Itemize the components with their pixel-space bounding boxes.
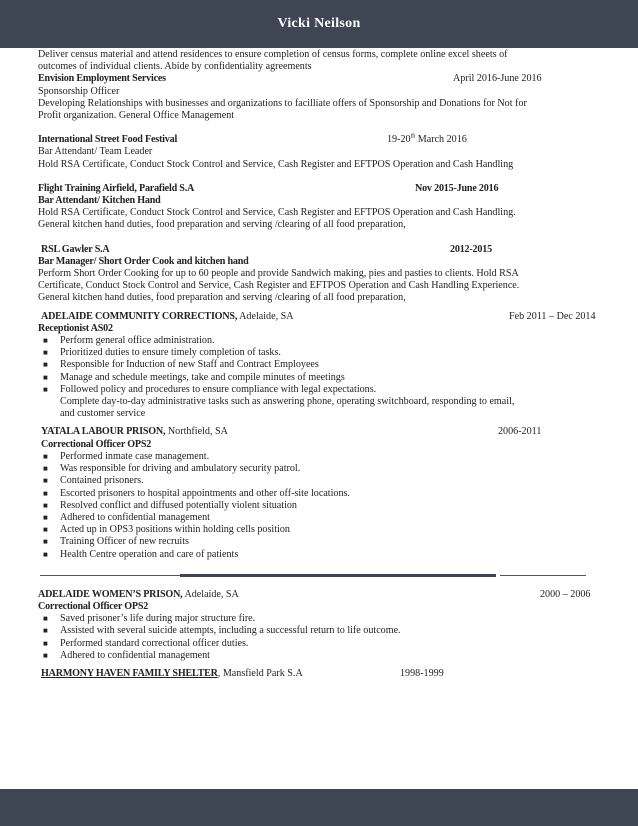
employer-name: Flight Training Airfield, Parafield S.A [38,182,195,194]
employer-name: International Street Food Festival [38,134,178,146]
job-desc: Hold RSA Certificate, Conduct Stock Control and Service, Cash Register and EFTPOS Operation and Cash Handling. [38,207,516,219]
resume-body [38,49,604,680]
header-bar [0,0,638,48]
list-item: ■ Perform general office administration. [43,335,215,347]
job-heading [38,134,604,146]
job-heading [38,589,604,601]
employer-name: Envision Employment Services [38,73,166,85]
job-dates: Feb 2011 – Dec 2014 [509,310,596,322]
job-location: Northfield, SA [165,426,228,438]
employer-name: ADELAIDE WOMEN’S PRISON, [38,588,183,600]
list-item: ■ Escorted prisoners to hospital appointments and other off-site locations. [43,487,350,499]
job-desc: Certificate, Conduct Stock Control and Service, Cash Register and EFTPOS Operation and Cash Handling Experience. [38,280,520,292]
job-dates: 19-20th March 2016 [387,133,467,146]
duty-list [38,613,604,662]
list-item: ■ Performed standard correctional officer duties. [43,637,249,649]
square-bullet-icon: ■ [43,626,48,636]
applicant-name: Vicki Neilson [277,16,361,31]
job-heading [38,668,604,680]
list-item: ■ Saved prisoner’s life during major structure fire. [43,613,256,625]
employer-name: YATALA LABOUR PRISON, [41,426,166,438]
square-bullet-icon: ■ [43,476,48,486]
intro-line: outcomes of individual clients. Abide by confidentiality agreements [38,61,312,73]
list-item: ■ Contained prisoners. [43,475,144,487]
employer-name: ADELAIDE COMMUNITY CORRECTIONS, [41,310,238,322]
job-heading [38,311,604,323]
job-desc: Profit organization. General Office Management [38,110,235,122]
square-bullet-icon: ■ [43,488,48,498]
job-desc: and customer service [60,408,146,420]
job-role: Bar Attendant/ Kitchen Hand [38,195,161,207]
square-bullet-icon: ■ [43,512,48,522]
list-item: ■ Responsible for Induction of new Staff and Contract Employees [43,359,319,371]
job-location: Adelaide, SA [237,310,294,322]
employer-name: RSL Gawler S.A [41,243,110,255]
footer-bar [0,789,638,826]
square-bullet-icon: ■ [43,336,48,346]
square-bullet-icon: ■ [43,451,48,461]
job-heading [38,73,604,85]
job-dates: 2006-2011 [498,426,542,438]
job-dates: 1998-1999 [400,667,444,679]
duty-list [38,335,604,396]
square-bullet-icon: ■ [43,348,48,358]
job-role: Correctional Officer OPS2 [41,438,152,450]
job-desc: Developing Relationships with businesses and organizations to facilliate offers of Sponsorship and Donations for Not for [38,97,527,109]
square-bullet-icon: ■ [43,650,48,660]
job-dates: 2012-2015 [450,243,492,255]
square-bullet-icon: ■ [43,638,48,648]
list-item: ■ Followed policy and procedures to ensure compliance with legal expectations. [43,383,377,395]
job-role: Bar Manager/ Short Order Cook and kitchen hand [38,255,249,267]
job-role: Receptionist AS02 [38,322,113,334]
list-item: ■ Prioritized duties to ensure timely completion of tasks. [43,347,281,359]
job-dates: April 2016-June 2016 [453,73,542,85]
job-role: Bar Attendant/ Team Leader [38,146,153,158]
job-heading [38,426,604,438]
job-desc: Complete day-to-day administrative tasks such as answering phone, operating switchboard, responding to email, [60,396,515,408]
intro-line: Deliver census material and attend residences to ensure completion of census forms, complete online excel sheets of [38,49,508,60]
job-desc: Hold RSA Certificate, Conduct Stock Control and Service, Cash Register and EFTPOS Operation and Cash Handling [38,158,514,170]
list-item: ■ Health Centre operation and care of patients [43,548,239,560]
list-item: ■ Acted up in OPS3 positions within holding cells position [43,524,290,536]
job-dates: 2000 – 2006 [540,588,591,600]
duty-list [38,451,604,561]
job-role: Correctional Officer OPS2 [38,600,149,612]
section-divider [38,569,604,583]
square-bullet-icon: ■ [43,537,48,547]
list-item: ■ Adhered to confidential management [43,649,210,661]
employer-name: HARMONY HAVEN FAMILY SHELTER [41,667,218,679]
square-bullet-icon: ■ [43,525,48,535]
list-item: ■ Resolved conflict and diffused potentially violent situation [43,499,297,511]
job-location: , Mansfield Park S.A [217,667,303,679]
square-bullet-icon: ■ [43,360,48,370]
list-item: ■ Assisted with several suicide attempts, including a successful return to life outcome. [43,625,401,637]
square-bullet-icon: ■ [43,372,48,382]
square-bullet-icon: ■ [43,500,48,510]
job-location: Adelaide, SA [182,588,239,600]
job-dates: Nov 2015-June 2016 [415,182,499,194]
list-item: ■ Adhered to confidential management [43,511,210,523]
job-heading [38,244,604,256]
square-bullet-icon: ■ [43,614,48,624]
job-desc: Perform Short Order Cooking for up to 60 people and provide Sandwich making, pies and pasties to clients. Hold RSA [38,268,519,280]
job-desc: General kitchen hand duties, food preparation and serving /clearing of all food preparation, [38,219,406,231]
list-item: ■ Performed inmate case management. [43,450,210,462]
job-desc: General kitchen hand duties, food preparation and serving /clearing of all food preparation, [38,292,406,304]
square-bullet-icon: ■ [43,464,48,474]
list-item: ■ Manage and schedule meetings, take and compile minutes of meetings [43,371,345,383]
square-bullet-icon: ■ [43,384,48,394]
job-heading [38,183,604,195]
job-role: Sponsorship Officer [38,85,120,97]
square-bullet-icon: ■ [43,549,48,559]
list-item: ■ Was responsible for driving and ambulatory security patrol. [43,463,301,475]
list-item: ■ Training Officer of new recruits [43,536,189,548]
